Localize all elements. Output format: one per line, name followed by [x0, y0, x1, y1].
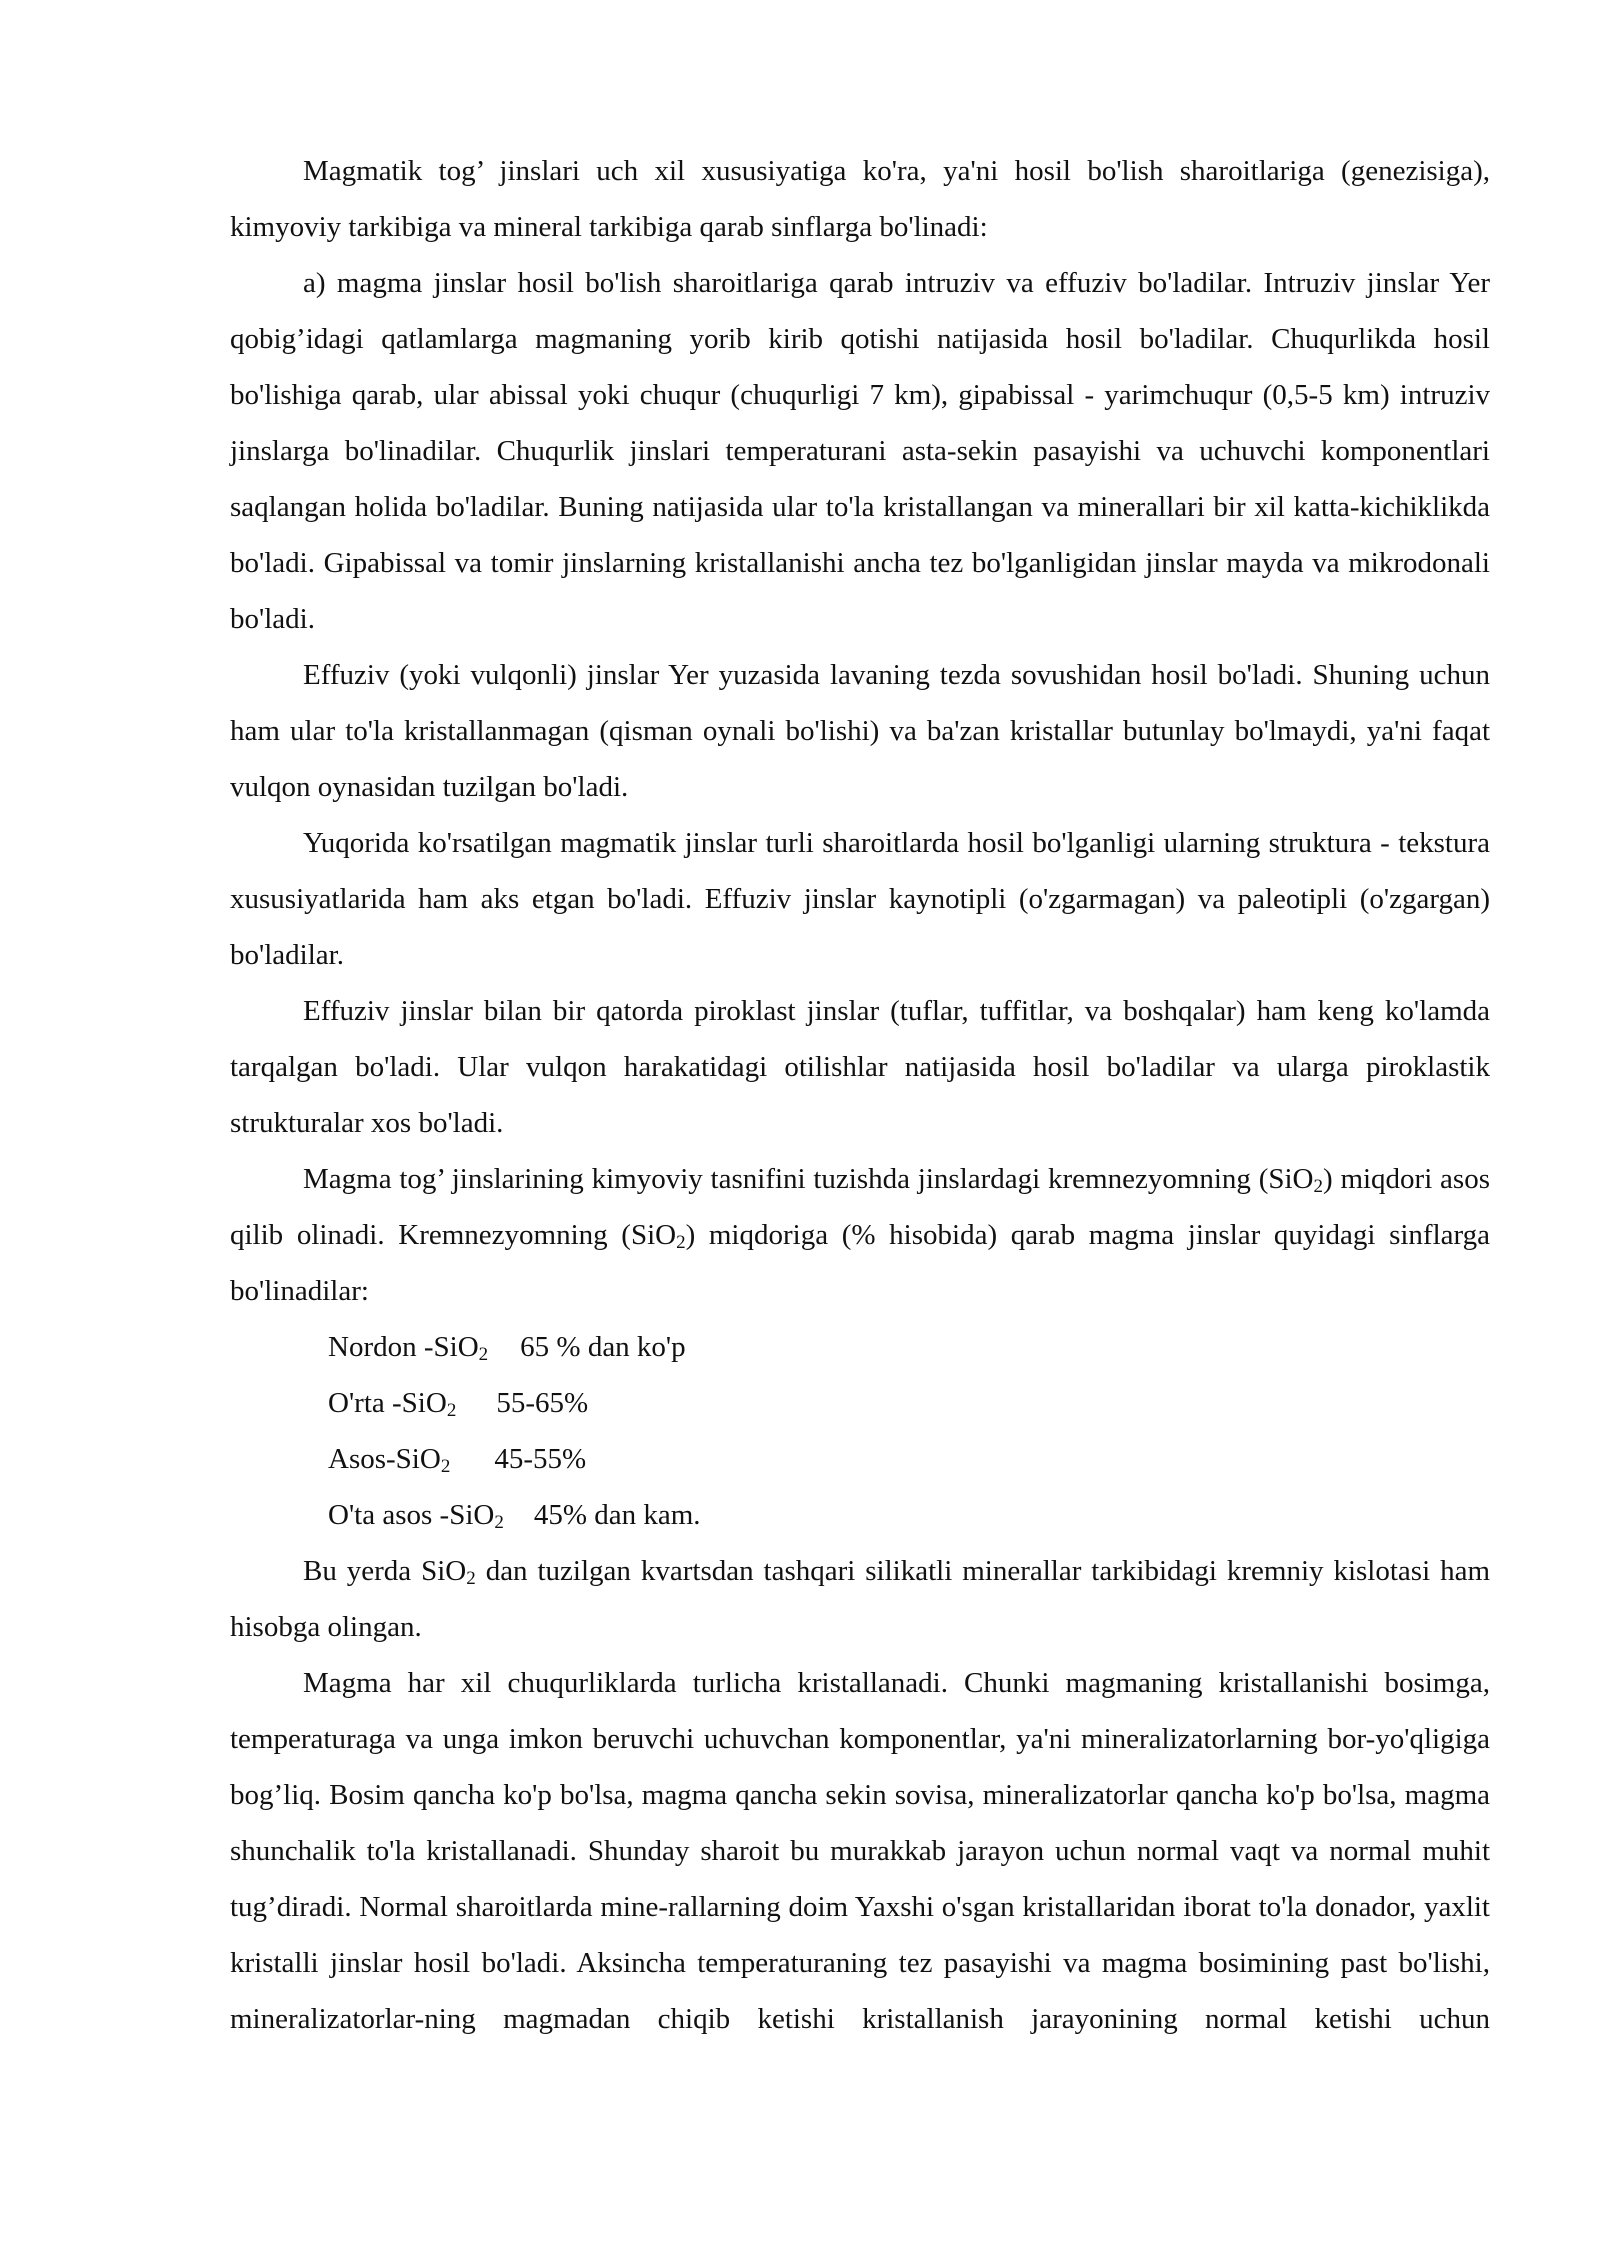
- class-name: Nordon -: [328, 1331, 434, 1363]
- paragraph-structure-texture: Yuqorida ko'rsatilgan magmatik jinslar turli sharoitlarda hosil bo'lganligi ularning struktura - tekstura xususiyatlarida ham aks etgan bo'ladi. Effuziv jinslar kaynotipli (o'zgarmagan) va paleotipli (o'zgargan) bo'ladilar.: [230, 827, 1490, 971]
- list-item: [230, 1487, 1490, 1543]
- quartz-text-part1: Bu yerda SiO: [303, 1555, 467, 1587]
- silica-subscript-1: 2: [1313, 1176, 1323, 1197]
- silica-subscript-2: 2: [676, 1232, 686, 1253]
- silica-text-part1: Magma tog’ jinslarining kimyoviy tasnifini tuzishda jinslardagi kremnezyomning (SiO: [303, 1163, 1314, 1195]
- list-item: [230, 1431, 1490, 1487]
- paragraph-quartz-note: [230, 1543, 1490, 1655]
- class-value: 45% dan kam.: [533, 1499, 701, 1531]
- class-formula: SiO$_2$: [433, 1331, 489, 1365]
- class-value: 45-55%: [494, 1443, 587, 1475]
- list-item: [230, 1375, 1490, 1431]
- class-formula: SiO$_2$: [449, 1499, 504, 1533]
- paragraph-pyroclastic-rocks: Effuziv jinslar bilan bir qatorda piroklast jinslar (tuflar, tuffitlar, va boshqalar) ham keng ko'lamda tarqalgan bo'ladi. Ular vulqon harakatidagi otilishlar natijasida hosil bo'ladilar va ularga piroklastik strukturalar xos bo'ladi.: [230, 995, 1490, 1139]
- class-formula: SiO$_2$: [395, 1443, 451, 1477]
- quartz-subscript: 2: [466, 1568, 476, 1589]
- list-item: [230, 1319, 1490, 1375]
- paragraph-classification-intro: Magmatik tog’ jinslari uch xil xususiyatiga ko'ra, ya'ni hosil bo'lish sharoitlariga (genezisiga), kimyoviy tarkibiga va mineral tarkibiga qarab sinflarga bo'linadi:: [230, 155, 1490, 243]
- paragraph-effusive-rocks: Effuziv (yoki vulqonli) jinslar Yer yuzasida lavaning tezda sovushidan hosil bo'ladi. Shuning uchun ham ular to'la kristallanmagan (qisman oynali bo'lishi) va ba'zan kristallar butunlay bo'lmaydi, ya'ni faqat vulqon oynasidan tuzilgan bo'ladi.: [230, 659, 1490, 803]
- paragraph-silica-classification: [230, 1151, 1490, 1319]
- class-value: 65 % dan ko'p: [520, 1331, 686, 1363]
- class-value: 55-65%: [496, 1387, 589, 1419]
- paragraph-crystallization: Magma har xil chuqurliklarda turlicha kristallanadi. Chunki magmaning kristallanishi bosimga, temperaturaga va unga imkon beruvchi uchuvchan komponentlar, ya'ni mineralizatorlarning bor-yo'qligiga bog’liq. Bosim qancha ko'p bo'lsa, magma qancha sekin sovisa, mineralizatorlar qancha ko'p bo'lsa, magma shunchalik to'la kristallanadi. Shunday sharoit bu murakkab jarayon uchun normal vaqt va normal muhit tug’diradi. Normal sharoitlarda mine-rallarning doim Yaxshi o'sgan kristallaridan iborat to'la donador, yaxlit kristalli jinslar hosil bo'ladi. Aksincha temperaturaning tez pasayishi va magma bosimining past bo'lishi, mineralizatorlar-ning magmadan chiqib ketishi kristallanish jarayonining normal ketishi uchun: [230, 1667, 1490, 2035]
- document-page: [230, 143, 1490, 2047]
- paragraph-intrusive-rocks: a) magma jinslar hosil bo'lish sharoitlariga qarab intruziv va effuziv bo'ladilar. Intruziv jinslar Yer qobig’idagi qatlamlarga magmaning yorib kirib qotishi natijasida hosil bo'ladilar. Chuqurlikda hosil bo'lishiga qarab, ular abissal yoki chuqur (chuqurligi 7 km), gipabissal - yarimchuqur (0,5-5 km) intruziv jinslarga bo'linadilar. Chuqurlik jinslari temperaturani asta-sekin pasayishi va uchuvchi komponentlari saqlangan holida bo'ladilar. Buning natijasida ular to'la kristallangan va minerallari bir xil katta-kichiklikda bo'ladi. Gipabissal va tomir jinslarning kristallanishi ancha tez bo'lganligidan jinslar mayda va mikrodonali bo'ladi.: [230, 267, 1490, 635]
- silica-text-part3: ) miqdoriga (% hisobida) qarab magma jinslar quyidagi sinflarga bo'linadilar:: [230, 1219, 1491, 1307]
- quartz-text-part2: dan tuzilgan kvartsdan tashqari silikatli minerallar tarkibidagi kremniy kislotasi ham hisobga olingan.: [230, 1555, 1490, 1643]
- class-name: Asos-: [328, 1443, 396, 1475]
- class-name: O'rta -: [328, 1387, 402, 1419]
- rock-class-list: [230, 1319, 1490, 1543]
- class-name: O'ta asos -: [328, 1499, 450, 1531]
- silica-text-part2: ) miqdori asos qilib olinadi. Kremnezyomning (SiO: [230, 1163, 1490, 1251]
- class-formula: SiO$_2$: [401, 1387, 457, 1421]
